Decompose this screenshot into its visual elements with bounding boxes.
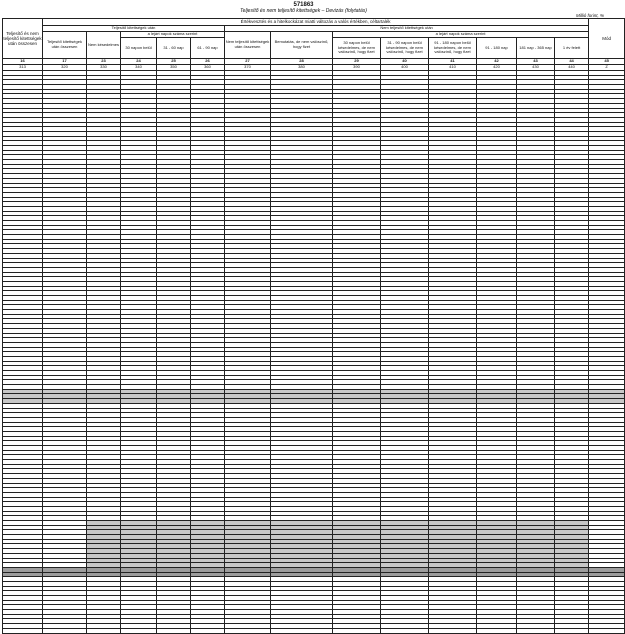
column-code: 440 <box>555 65 589 71</box>
header-left-total: Teljesítő és nem teljesítő kitettségek után összesen <box>3 19 43 59</box>
table-cell[interactable] <box>225 628 271 633</box>
column-number: 28 <box>271 59 333 65</box>
header-nonperforming-days: a lejárt napok száma szerint <box>333 32 589 38</box>
table-cell[interactable] <box>555 628 589 633</box>
header-performing-total: Teljesítő kitettségek után összesen <box>43 32 87 59</box>
table-cell[interactable] <box>381 628 429 633</box>
column-number: 42 <box>477 59 517 65</box>
column-number: 40 <box>381 59 429 65</box>
header-group-title: Értékvesztés és a hitelkockázat miatti változás a valós értékben, céltartalék <box>43 19 589 26</box>
table-cell[interactable] <box>87 628 121 633</box>
column-code: Z <box>589 65 625 71</box>
table-cell[interactable] <box>157 628 191 633</box>
table-cell[interactable] <box>477 628 517 633</box>
table-cell[interactable] <box>3 628 43 633</box>
table-cell[interactable] <box>191 628 225 633</box>
column-number: 23 <box>87 59 121 65</box>
column-number: 44 <box>555 59 589 65</box>
column-number: 16 <box>3 59 43 65</box>
column-number: 24 <box>121 59 157 65</box>
data-table <box>2 18 625 634</box>
table-cell[interactable] <box>333 628 381 633</box>
header-np-90: 31 - 90 napon belül késedelmes, de nem valószínű, hogy fizet <box>381 38 429 59</box>
header-p-60: 31 - 60 nap <box>157 38 191 59</box>
column-code: 410 <box>429 65 477 71</box>
column-code: 400 <box>381 65 429 71</box>
form-code: 571863 <box>293 2 314 8</box>
table-cell[interactable] <box>517 628 555 633</box>
header-nonperforming: Nem teljesítő kitettségek után <box>225 26 589 32</box>
header-unlikely: Bemutatás, de nem valószínű, hogy fizet <box>271 32 333 59</box>
column-number: 41 <box>429 59 477 65</box>
table-cell[interactable] <box>429 628 477 633</box>
column-code: 313 <box>3 65 43 71</box>
column-code: 340 <box>121 65 157 71</box>
column-number: 27 <box>225 59 271 65</box>
header-np-30: 30 napon belül késedelmes, de nem valószínű, hogy fizet <box>333 38 381 59</box>
header-performing: Teljesítő kitettségek után <box>43 26 225 32</box>
column-code: 420 <box>477 65 517 71</box>
column-code: 330 <box>87 65 121 71</box>
header-p-90: 61 - 90 nap <box>191 38 225 59</box>
column-number: 26 <box>191 59 225 65</box>
header-performing-days: a lejárt napok száma szerint <box>121 32 225 38</box>
column-number: 25 <box>157 59 191 65</box>
header-p-30: 30 napon belül <box>121 38 157 59</box>
header-mode: Mód <box>589 19 625 59</box>
header-np-180a: 91 - 180 napon belül késedelmes, de nem valószínű, hogy fizet <box>429 38 477 59</box>
table-cell[interactable] <box>121 628 157 633</box>
column-code: 380 <box>271 65 333 71</box>
header-nonperforming-total: Nem teljesítő kitettségek után összesen <box>225 32 271 59</box>
unit-label: Millió forint, % <box>575 13 604 18</box>
column-code: 370 <box>225 65 271 71</box>
table-row <box>3 628 625 633</box>
form-subtitle: Teljesítő és nem teljesítő kitettségek – Devizás (folytatás) <box>240 8 367 14</box>
header-np-365: 181 nap - 365 nap <box>517 38 555 59</box>
column-number: 29 <box>333 59 381 65</box>
column-code: 320 <box>43 65 87 71</box>
table-cell[interactable] <box>43 628 87 633</box>
column-code: 350 <box>157 65 191 71</box>
header-np-180: 91 - 180 nap <box>477 38 517 59</box>
column-code: 360 <box>191 65 225 71</box>
table-cell[interactable] <box>589 628 625 633</box>
table-cell[interactable] <box>271 628 333 633</box>
column-code: 430 <box>517 65 555 71</box>
header-np-1y: 1 év felett <box>555 38 589 59</box>
column-number: 17 <box>43 59 87 65</box>
column-number: 45 <box>589 59 625 65</box>
column-code: 390 <box>333 65 381 71</box>
column-number: 43 <box>517 59 555 65</box>
header-not-due: Nem késedelmes <box>87 32 121 59</box>
